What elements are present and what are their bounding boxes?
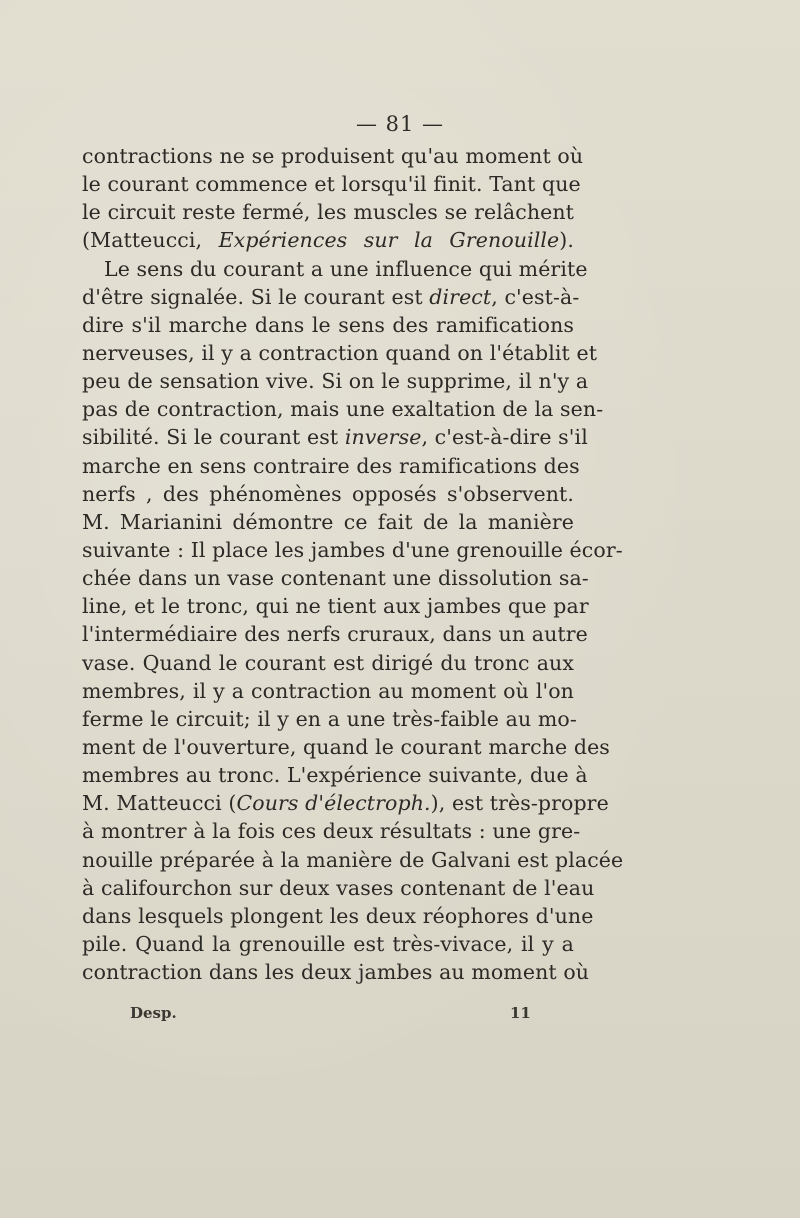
- text-line: vase. Quand le courant est dirigé du tronc aux: [82, 650, 574, 675]
- page-number: — 81 —: [355, 112, 445, 136]
- text-line: M. Marianini démontre ce fait de la manière: [82, 509, 574, 534]
- text-line: d'être signalée. Si le courant est direct, c'est-à-: [82, 284, 580, 309]
- italic-title: direct: [429, 284, 492, 309]
- text-line: line, et le tronc, qui ne tient aux jambes que par: [82, 594, 589, 619]
- text-line: à califourchon sur deux vases contenant de l'eau: [82, 875, 595, 900]
- text-line: dire s'il marche dans le sens des ramifications: [82, 312, 574, 337]
- text-line: membres, il y a contraction au moment où l'on: [82, 678, 574, 703]
- text-line: nouille préparée à la manière de Galvani est placée: [82, 847, 624, 872]
- text-line: suivante : Il place les jambes d'une grenouille écor-: [82, 537, 623, 562]
- text-line: contractions ne se produisent qu'au moment où: [82, 144, 584, 168]
- text-line: ferme le circuit; il y en a une très-faible au mo-: [82, 706, 577, 731]
- body-text: [82, 142, 624, 986]
- italic-title: inverse: [344, 425, 422, 450]
- text-line: ment de l'ouverture, quand le courant marche des: [82, 734, 610, 759]
- text-line: contraction dans les deux jambes au moment où: [82, 960, 590, 985]
- text-line: chée dans un vase contenant une dissolution sa-: [82, 566, 589, 591]
- text-line: le courant commence et lorsqu'il finit. Tant que: [82, 172, 581, 197]
- page-footer: [0, 1004, 800, 1026]
- text-line: peu de sensation vive. Si on le supprime, il n'y a: [82, 369, 589, 394]
- italic-title: Expériences sur la Grenouille: [218, 228, 560, 253]
- text-line: membres au tronc. L'expérience suivante, due à: [82, 763, 588, 788]
- italic-title: Cours d'électroph.: [236, 791, 431, 816]
- text-line: dans lesquels plongent les deux réophores d'une: [82, 903, 594, 928]
- text-line: (Matteucci, Expériences sur la Grenouille).: [82, 228, 574, 253]
- sheet-number: 11: [510, 1004, 531, 1022]
- text-line: M. Matteucci (Cours d'électroph.), est très-propre: [82, 791, 609, 816]
- signature-mark: Desp.: [130, 1004, 177, 1022]
- text-line: marche en sens contraire des ramifications des: [82, 453, 580, 478]
- text-line: l'intermédiaire des nerfs cruraux, dans un autre: [82, 622, 588, 647]
- text-line: nerfs , des phénomènes opposés s'observent.: [82, 481, 574, 506]
- text-line: nerveuses, il y a contraction quand on l'établit et: [82, 340, 598, 365]
- text-line: à montrer à la fois ces deux résultats : une gre-: [82, 819, 581, 844]
- text-line: le circuit reste fermé, les muscles se relâchent: [82, 200, 574, 225]
- text-line: sibilité. Si le courant est inverse, c'est-à-dire s'il: [82, 425, 588, 450]
- text-line: pile. Quand la grenouille est très-vivace, il y a: [82, 931, 574, 956]
- text-line: pas de contraction, mais une exaltation de la sen-: [82, 397, 604, 422]
- text-line: Le sens du courant a une influence qui mérite: [104, 256, 588, 281]
